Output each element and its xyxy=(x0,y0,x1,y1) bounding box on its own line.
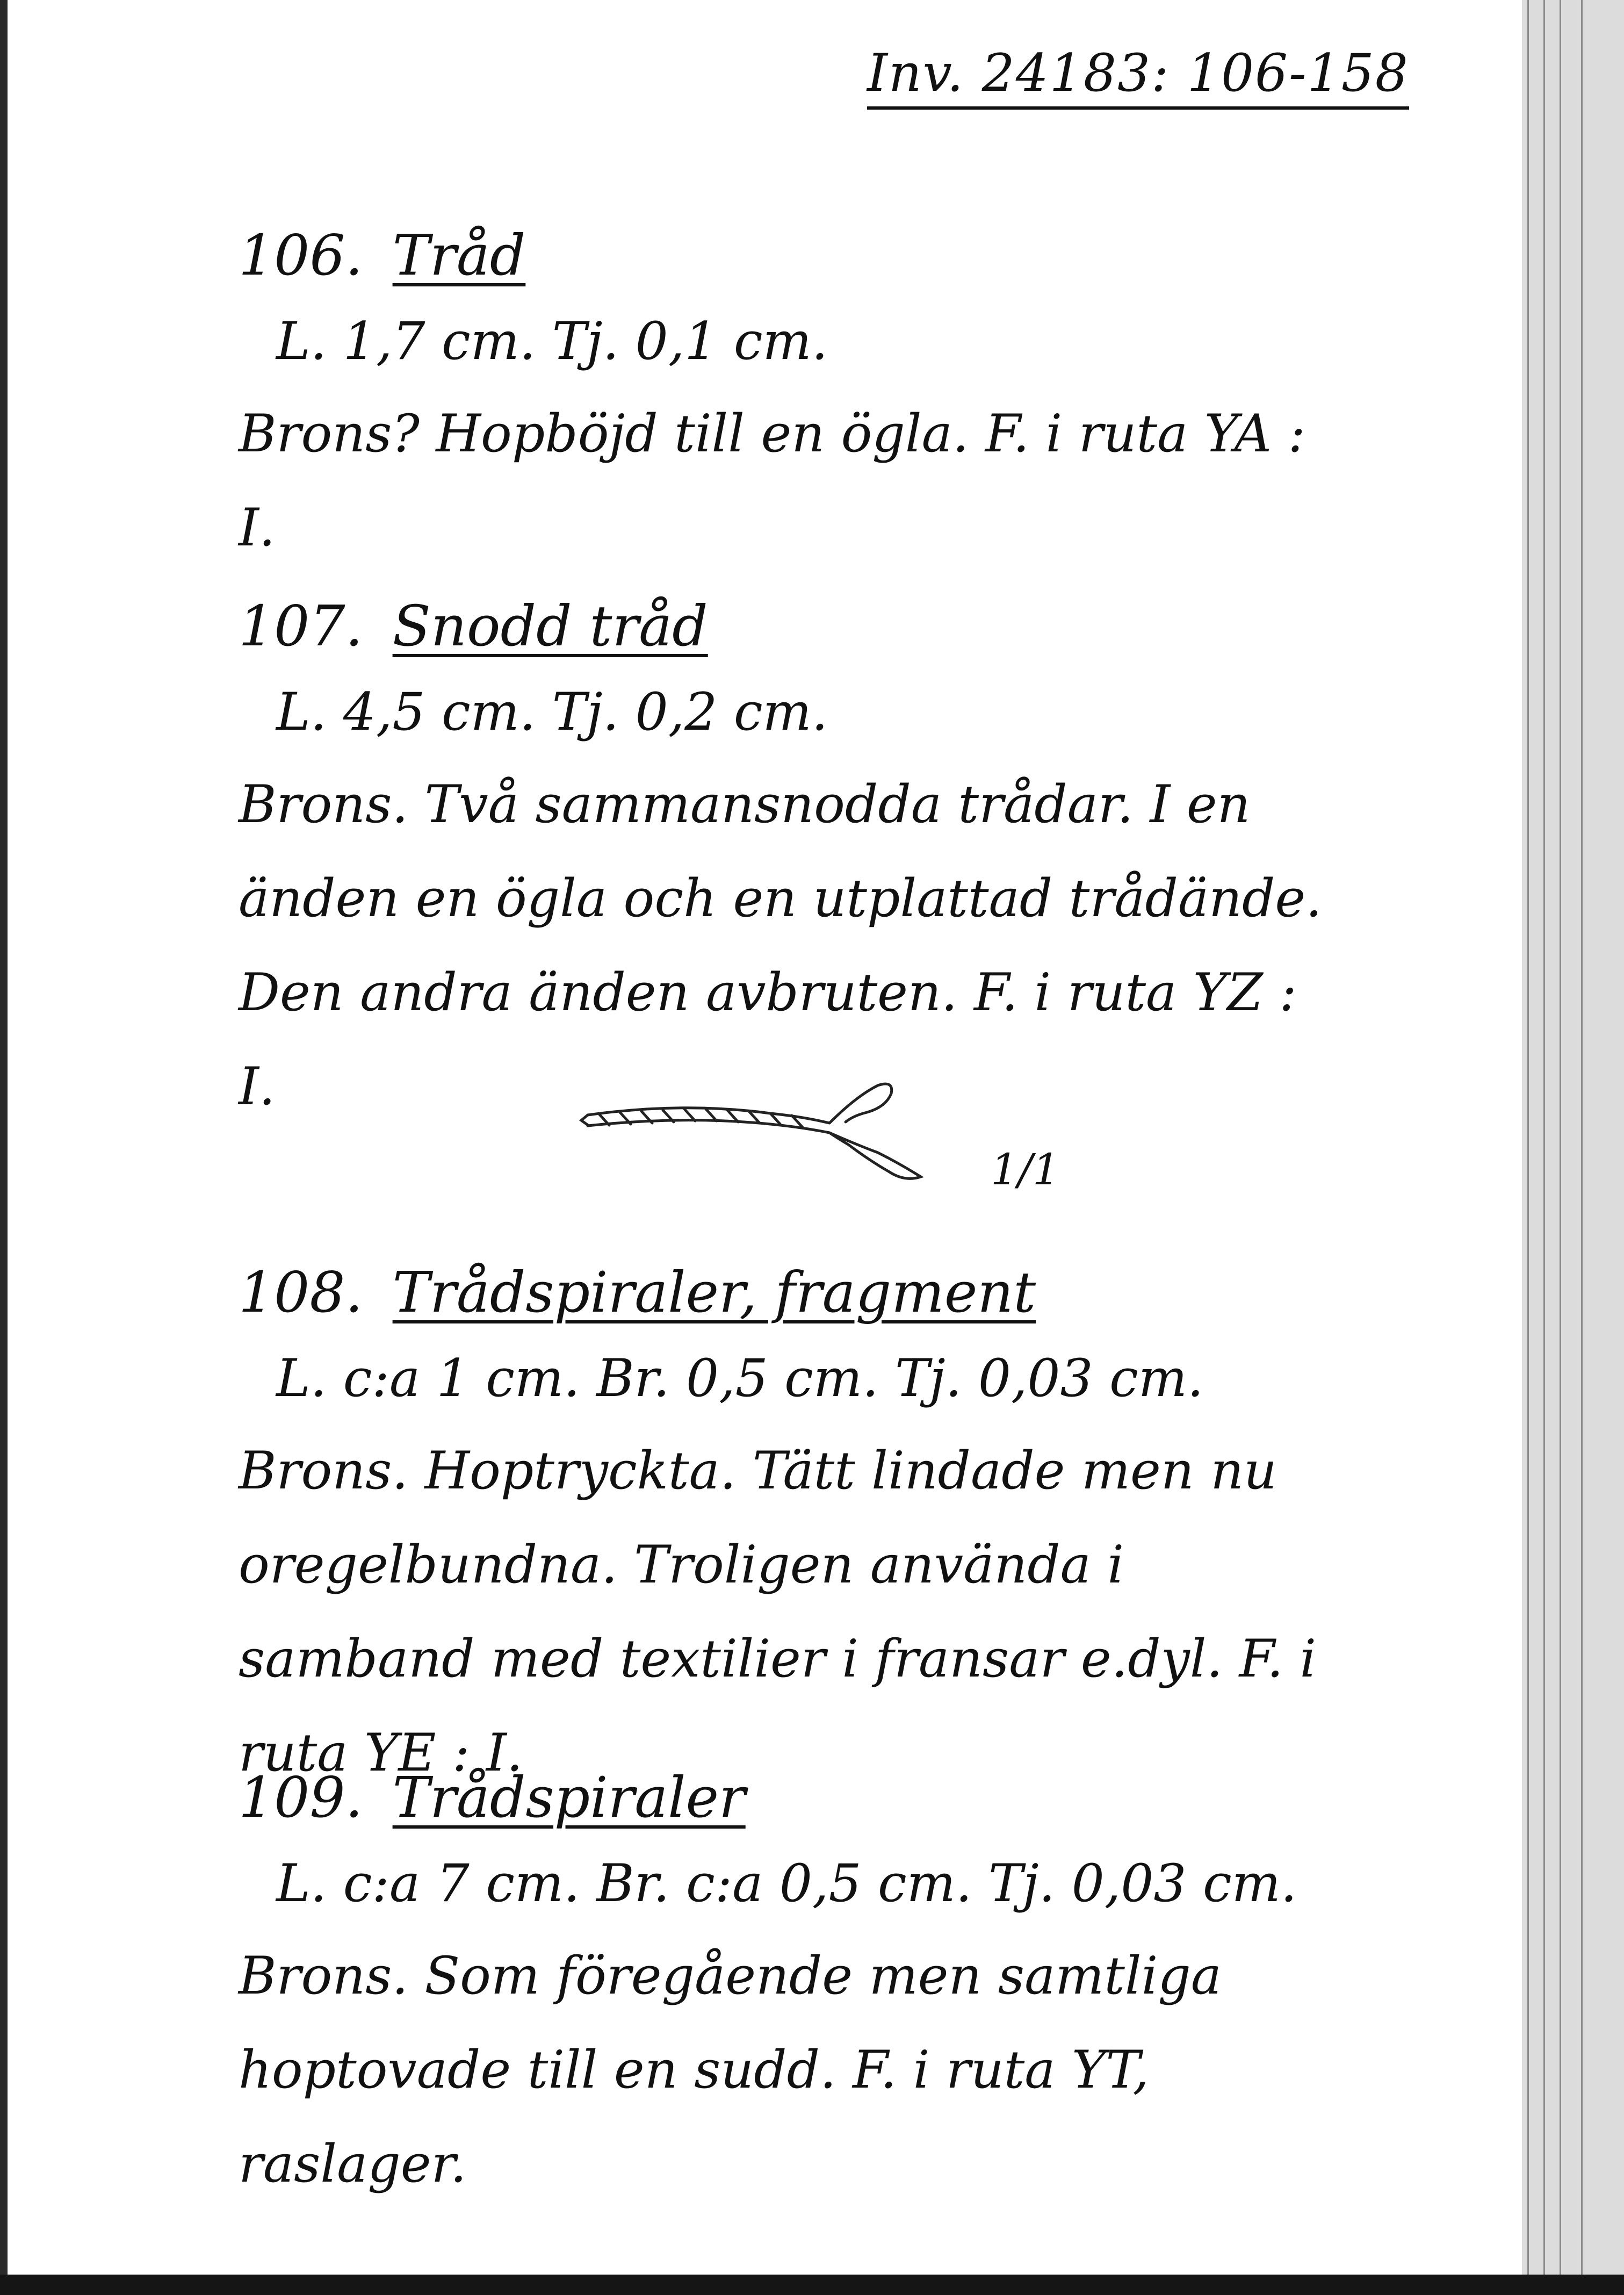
page-stack-edge xyxy=(1522,0,1624,2295)
entry-106 xyxy=(239,215,1367,575)
entry-number: 108. xyxy=(239,1260,363,1325)
entry-description: Brons. Hoptryckta. Tätt lindade men nu oregelbundna. Troligen använda i samband med textilier i fransar e.dyl. F. i ruta YE : I. xyxy=(239,1441,1317,1783)
entry-title-line xyxy=(239,586,1367,666)
entry-description: Brons. Två sammansnodda trådar. I en änden en ögla och en utplattad trådände. Den andra änden avbruten. F. i ruta YZ : I. xyxy=(239,774,1322,1117)
entry-title-line xyxy=(239,1757,1367,1838)
entry-title: Trådspiraler xyxy=(392,1765,746,1830)
entry-number: 107. xyxy=(239,593,363,659)
bottom-edge xyxy=(0,2275,1624,2295)
entry-title: Snodd tråd xyxy=(392,593,708,659)
entry-measurements: L. 4,5 cm. Tj. 0,2 cm. xyxy=(276,682,828,742)
entry-title-line xyxy=(239,215,1367,296)
entry-description: Brons? Hopböjd till en ögla. F. i ruta YA : I. xyxy=(239,404,1305,558)
entry-number: 109. xyxy=(239,1765,363,1830)
catalog-page xyxy=(8,0,1522,2275)
entry-measurements: L. 1,7 cm. Tj. 0,1 cm. xyxy=(276,311,828,371)
binding-edge xyxy=(0,0,8,2295)
inventory-header: Inv. 24183: 106-158 xyxy=(867,43,1409,110)
entry-measurements: L. c:a 1 cm. Br. 0,5 cm. Tj. 0,03 cm. xyxy=(276,1348,1204,1408)
entry-108 xyxy=(239,1252,1367,1800)
twisted-wire-sketch xyxy=(577,1064,953,1188)
entry-measurements: L. c:a 7 cm. Br. c:a 0,5 cm. Tj. 0,03 cm. xyxy=(276,1853,1297,1913)
entry-title: Tråd xyxy=(392,222,526,288)
entry-number: 106. xyxy=(239,222,363,288)
scale-note: 1/1 xyxy=(991,1145,1060,1195)
entry-description: Brons. Som föregående men samtliga hoptovade till en sudd. F. i ruta YT, raslager. xyxy=(239,1946,1222,2194)
entry-title: Trådspiraler, fragment xyxy=(392,1260,1036,1325)
entry-title-line xyxy=(239,1252,1367,1333)
entry-107 xyxy=(239,586,1367,1134)
entry-109 xyxy=(239,1757,1367,2211)
